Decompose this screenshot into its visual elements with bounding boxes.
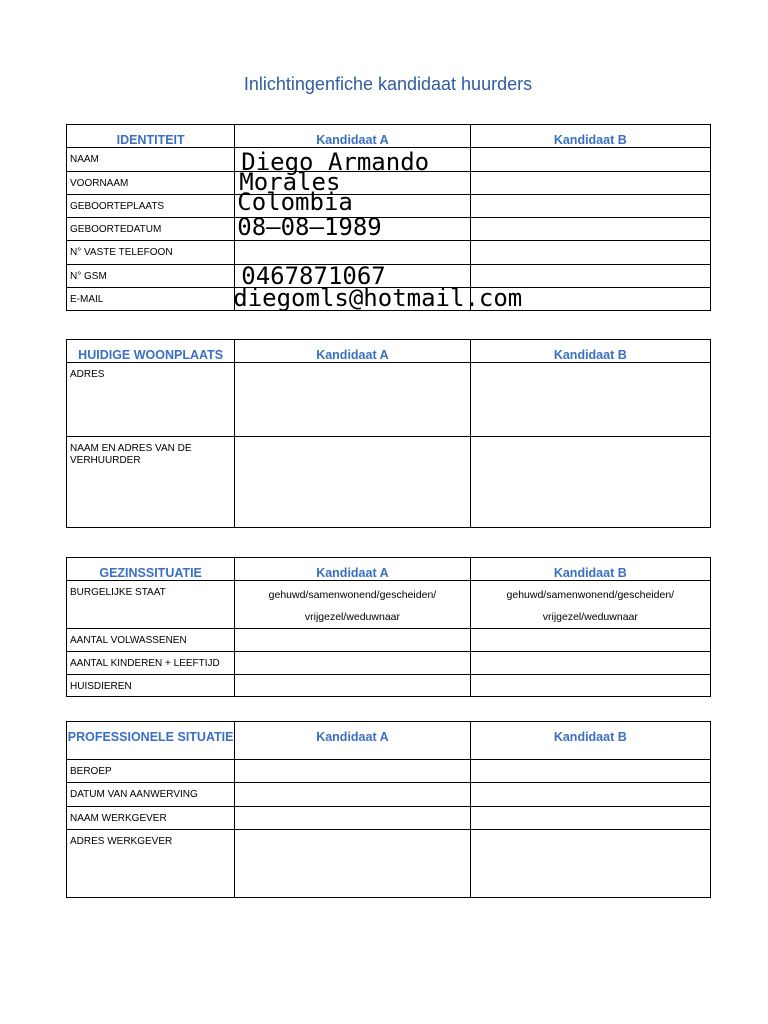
handwritten-voornaam: Morales — [239, 168, 341, 196]
residence-table — [66, 339, 711, 528]
field-geboortedatum-a[interactable] — [235, 213, 470, 241]
field-adres-werkgever-b[interactable] — [470, 830, 710, 898]
candidate-b-header: Kandidaat B — [470, 125, 710, 148]
field-email-a[interactable] — [233, 284, 523, 312]
handwritten-geboorteplaats: Colombia — [237, 188, 353, 216]
field-verhuurder-a[interactable] — [235, 437, 470, 528]
handwritten-geboortedatum: 08–08–1989 — [237, 213, 382, 241]
row-label-voornaam: VOORNAAM — [67, 172, 235, 195]
field-voornaam-b[interactable] — [470, 172, 710, 195]
row-label-beroep: BEROEP — [67, 760, 235, 783]
handwritten-gsm: 0467871067 — [241, 262, 386, 290]
marital-options-b-line2: vrijgezel/weduwnaar — [542, 611, 638, 623]
row-label-volwassenen: AANTAL VOLWASSENEN — [67, 629, 235, 652]
field-volwassenen-a[interactable] — [235, 629, 470, 652]
row-label-burgelijke-staat: BURGELIJKE STAAT — [67, 581, 235, 629]
professional-table — [66, 721, 711, 898]
field-werkgever-b[interactable] — [470, 807, 710, 830]
row-label-adres: ADRES — [67, 363, 235, 437]
candidate-b-header: Kandidaat B — [470, 722, 710, 760]
field-aanwerving-a[interactable] — [235, 783, 470, 807]
field-geboortedatum-b[interactable] — [470, 218, 710, 241]
candidate-a-header: Kandidaat A — [235, 558, 470, 581]
field-werkgever-a[interactable] — [235, 807, 470, 830]
candidate-a-header: Kandidaat A — [235, 722, 470, 760]
row-label-aanwerving: DATUM VAN AANWERVING — [67, 783, 235, 807]
row-label-werkgever: NAAM WERKGEVER — [67, 807, 235, 830]
field-geboorteplaats-b[interactable] — [470, 195, 710, 218]
field-vaste-telefoon-b[interactable] — [470, 241, 710, 265]
row-label-naam: NAAM — [67, 148, 235, 172]
handwritten-naam: Diego Armando — [241, 148, 430, 176]
row-label-vaste-telefoon: N° VASTE TELEFOON — [67, 241, 235, 265]
family-table — [66, 557, 711, 697]
residence-header: HUIDIGE WOONPLAATS — [67, 340, 235, 363]
row-label-kinderen: AANTAL KINDEREN + LEEFTIJD — [67, 652, 235, 675]
marital-options-a-line2: vrijgezel/weduwnaar — [304, 611, 400, 623]
row-label-verhuurder: NAAM EN ADRES VAN DE VERHUURDER — [67, 437, 235, 528]
field-adres-werkgever-a[interactable] — [235, 830, 470, 898]
candidate-b-header: Kandidaat B — [470, 558, 710, 581]
identity-header: IDENTITEIT — [67, 125, 235, 148]
field-huisdieren-a[interactable] — [235, 675, 470, 697]
marital-options-b-line1: gehuwd/samenwonend/gescheiden/ — [506, 589, 675, 601]
row-label-huisdieren: HUISDIEREN — [67, 675, 235, 697]
field-huisdieren-b[interactable] — [470, 675, 710, 697]
family-header: GEZINSSITUATIE — [67, 558, 235, 581]
field-beroep-a[interactable] — [235, 760, 470, 783]
field-volwassenen-b[interactable] — [470, 629, 710, 652]
field-aanwerving-b[interactable] — [470, 783, 710, 807]
page-title: Inlichtingenfiche kandidaat huurders — [243, 74, 533, 94]
field-verhuurder-b[interactable] — [470, 437, 710, 528]
field-naam-b[interactable] — [470, 148, 710, 172]
field-adres-b[interactable] — [470, 363, 710, 437]
row-label-geboorteplaats: GEBOORTEPLAATS — [67, 195, 235, 218]
field-adres-a[interactable] — [235, 363, 470, 437]
handwritten-email: diegomls@hotmail.com — [233, 284, 523, 312]
row-label-geboortedatum: GEBOORTEDATUM — [67, 218, 235, 241]
field-burgelijke-staat-a[interactable] — [235, 581, 470, 629]
candidate-a-header: Kandidaat A — [235, 125, 470, 148]
row-label-email: E-MAIL — [67, 288, 235, 311]
identity-table — [66, 124, 711, 311]
row-label-adres-werkgever: ADRES WERKGEVER — [67, 830, 235, 898]
field-kinderen-a[interactable] — [235, 652, 470, 675]
field-vaste-telefoon-a[interactable] — [235, 241, 470, 265]
candidate-a-header: Kandidaat A — [235, 340, 470, 363]
row-label-gsm: N° GSM — [67, 265, 235, 288]
marital-options-a-line1: gehuwd/samenwonend/gescheiden/ — [268, 589, 437, 601]
candidate-b-header: Kandidaat B — [470, 340, 710, 363]
field-beroep-b[interactable] — [470, 760, 710, 783]
professional-header: PROFESSIONELE SITUATIE — [67, 722, 235, 760]
field-burgelijke-staat-b[interactable] — [470, 581, 710, 629]
field-kinderen-b[interactable] — [470, 652, 710, 675]
